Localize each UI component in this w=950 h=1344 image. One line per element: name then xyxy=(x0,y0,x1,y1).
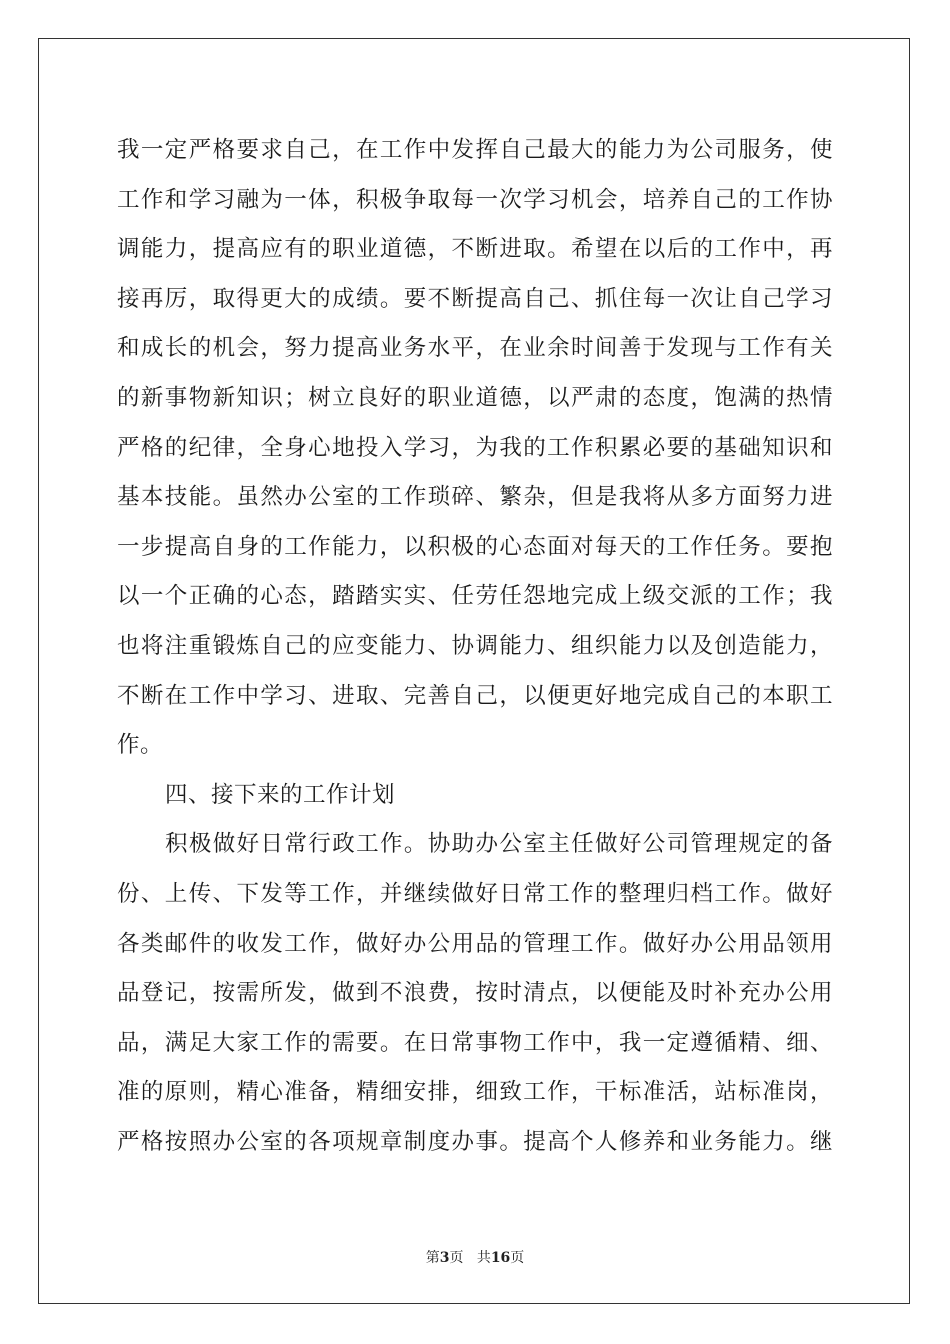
text-line: 一步提高自身的工作能力，以积极的心态面对每天的工作任务。要抱 xyxy=(117,533,833,560)
text-line: 调能力，提高应有的职业道德，不断进取。希望在以后的工作中，再 xyxy=(117,236,833,263)
text-line: 品，满足大家工作的需要。在日常事物工作中，我一定遵循精、细、 xyxy=(117,1029,833,1056)
total-prefix: 共 xyxy=(476,1250,491,1266)
text-line: 份、上传、下发等工作，并继续做好日常工作的整理归档工作。做好 xyxy=(117,880,833,907)
page-footer xyxy=(0,1247,950,1267)
text-line: 严格按照办公室的各项规章制度办事。提高个人修养和业务能力。继 xyxy=(117,1128,833,1155)
text-line: 基本技能。虽然办公室的工作琐碎、繁杂，但是我将从多方面努力进 xyxy=(117,484,833,511)
page-number: 3 xyxy=(439,1250,450,1266)
document-body xyxy=(117,126,833,1167)
text-line: 作。 xyxy=(117,732,164,759)
text-line: 不断在工作中学习、进取、完善自己，以便更好地完成自己的本职工 xyxy=(117,682,833,709)
total-suffix: 页 xyxy=(510,1250,525,1266)
text-line: 各类邮件的收发工作，做好办公用品的管理工作。做好办公用品领用 xyxy=(117,930,833,957)
total-pages: 16 xyxy=(490,1250,511,1266)
text-line: 工作和学习融为一体，积极争取每一次学习机会，培养自己的工作协 xyxy=(117,186,833,213)
text-line: 也将注重锻炼自己的应变能力、协调能力、组织能力以及创造能力， xyxy=(117,632,833,659)
text-line: 品登记，按需所发，做到不浪费，按时清点，以便能及时补充办公用 xyxy=(117,980,833,1007)
page-suffix: 页 xyxy=(449,1250,464,1266)
text-line: 积极做好日常行政工作。协助办公室主任做好公司管理规定的备 xyxy=(165,831,833,858)
text-line: 我一定严格要求自己，在工作中发挥自己最大的能力为公司服务，使 xyxy=(117,137,833,163)
section-heading: 四、接下来的工作计划 xyxy=(165,781,396,808)
text-line: 接再厉，取得更大的成绩。要不断提高自己、抓住每一次让自己学习 xyxy=(117,285,833,312)
text-line: 严格的纪律，全身心地投入学习，为我的工作积累必要的基础知识和 xyxy=(117,434,833,461)
text-line: 以一个正确的心态，踏踏实实、任劳任怨地完成上级交派的工作；我 xyxy=(117,583,833,610)
text-line: 准的原则，精心准备，精细安排，细致工作，干标准活，站标准岗， xyxy=(117,1079,833,1106)
text-line: 和成长的机会，努力提高业务水平，在业余时间善于发现与工作有关 xyxy=(117,335,833,362)
text-line: 的新事物新知识；树立良好的职业道德，以严肃的态度，饱满的热情 xyxy=(117,384,833,411)
page-prefix: 第 xyxy=(425,1250,440,1266)
